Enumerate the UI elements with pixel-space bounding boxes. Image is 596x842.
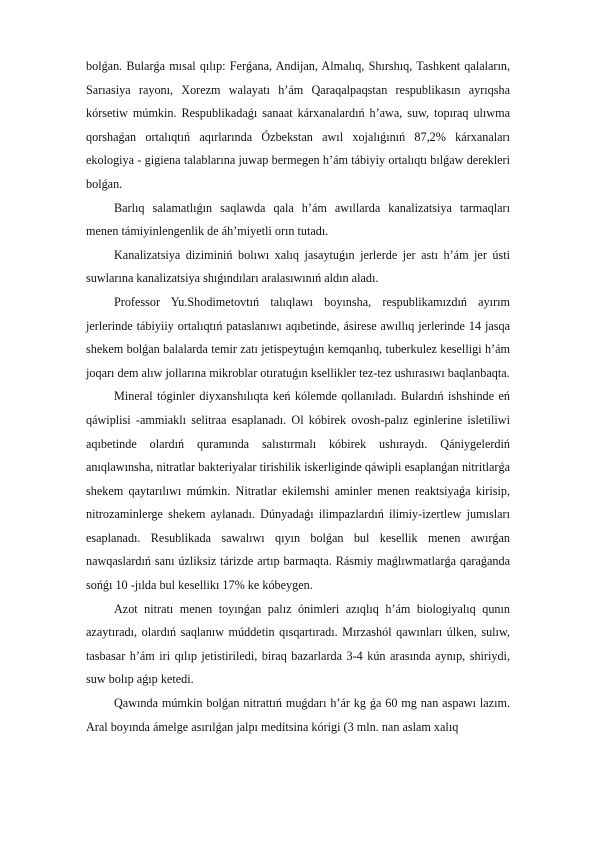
paragraph-7: Qawında múmkin bolǵan nitrattıń muǵdarı h’ár kg ǵa 60 mg nan aspawı lazım. Aral boyında ámelge asırılǵan jalpı meditsina kórigi (3 mln. nan aslam xalıq xyxy=(86,696,510,734)
paragraph-6: Azot nitratı menen toyınǵan palız ónimleri azıqlıq h’ám biologiyalıq qunın azaytıradı, olardıń saqlanıw múddetin qısqartıradı. Mırzashól qawınları úlken, sulıw, tasbasar h’ám iri qılıp jetistiriledi, biraq bazarlarda 3-4 kún arasında aynıp, shiriydi, suw bolıp aǵıp ketedi. xyxy=(86,601,510,687)
paragraph-4: Professor Yu.Shodimetovtıń talıqlawı boyınsha, respublikamızdıń ayırım jerlerinde tábiyiiy ortalıqtıń pataslanıwı aqıbetinde, ásirese awıllıq jerlerinde 14 jasqa shekem bolǵan balalarda temir zatı jetispeytuǵın kemqanlıq, tuberkulez keselligi h’ám joqarı dem alıw jollarına mikroblar otıratuǵın ksellikler tez-tez ushırasıwı baqlanbaqta. xyxy=(86,294,510,380)
paragraph-2: Barlıq salamatlıǵın saqlawda qala h’ám awıllarda kanalizatsiya tarmaqları menen támiyinlengenlik de áh’miyetli orın tutadı. xyxy=(86,200,510,239)
paragraph-3: Kanalizatsiya diziminiń bolıwı xalıq jasaytuǵın jerlerde jer astı h’ám jer ústi suwlarına kanalizatsiya shıǵındıları aralasıwınıń aldın aladı. xyxy=(86,247,510,286)
paragraph-1: bolǵan. Bularǵa mısal qılıp: Ferǵana, Andijan, Almalıq, Shırshıq, Tashkent qalaların, Sarıasiya rayonı, Xorezm walayatı h’ám Qaraqalpaqstan respublikasın ayrıqsha kórsetiw múmkin. Respublikadaǵı sanaat kárxanalardıń h’awa, suw, topıraq ulıwma qorshaǵan ortalıqtıń aqırlarında Ózbekstan awıl xojalıǵınıń 87,2% kárxanaları ekologiya - gigiena talablarına juwap bermegen h’ám tábiyiy ortalıqtı bılǵaw derekleri bolǵan. xyxy=(86,59,510,191)
paragraph-5: Mineral tóginler diyxanshılıqta keń kólemde qollanıladı. Bulardıń ishshinde eń qáwiplisi -ammiaklı selitraa esaplanadı. Ol kóbirek ovosh-palız eginlerine isletiliwi aqıbetinde olardıń quramında salıstırmalı kóbirek ushıraydı. Qániygelerdiń anıqlawınsha, nitratlar bakteriyalar tirishilik iskerliginde qáwipli esaplanǵan nitritlarǵa shekem qaytarılıwı múmkin. Nitratlar ekilemshi aminler menen reaktsiyaǵa kirisip, nitrozaminlerge shekem aylanadı. Dúnyadaǵı ilimpazlardıń ilimiy-izertlew jumısları esaplanadı. Resublikada sawalıwı qıyın bolǵan bul kesellik menen awırǵan nawqaslardıń sanı úzliksiz tárizde artıp barmaqta. Rásmiy maǵlıwmatlarǵa qaraǵanda sońǵı 10 -jılda bul kesellikı 17% ke kóbeygen. xyxy=(86,389,510,593)
document-page xyxy=(86,55,510,739)
